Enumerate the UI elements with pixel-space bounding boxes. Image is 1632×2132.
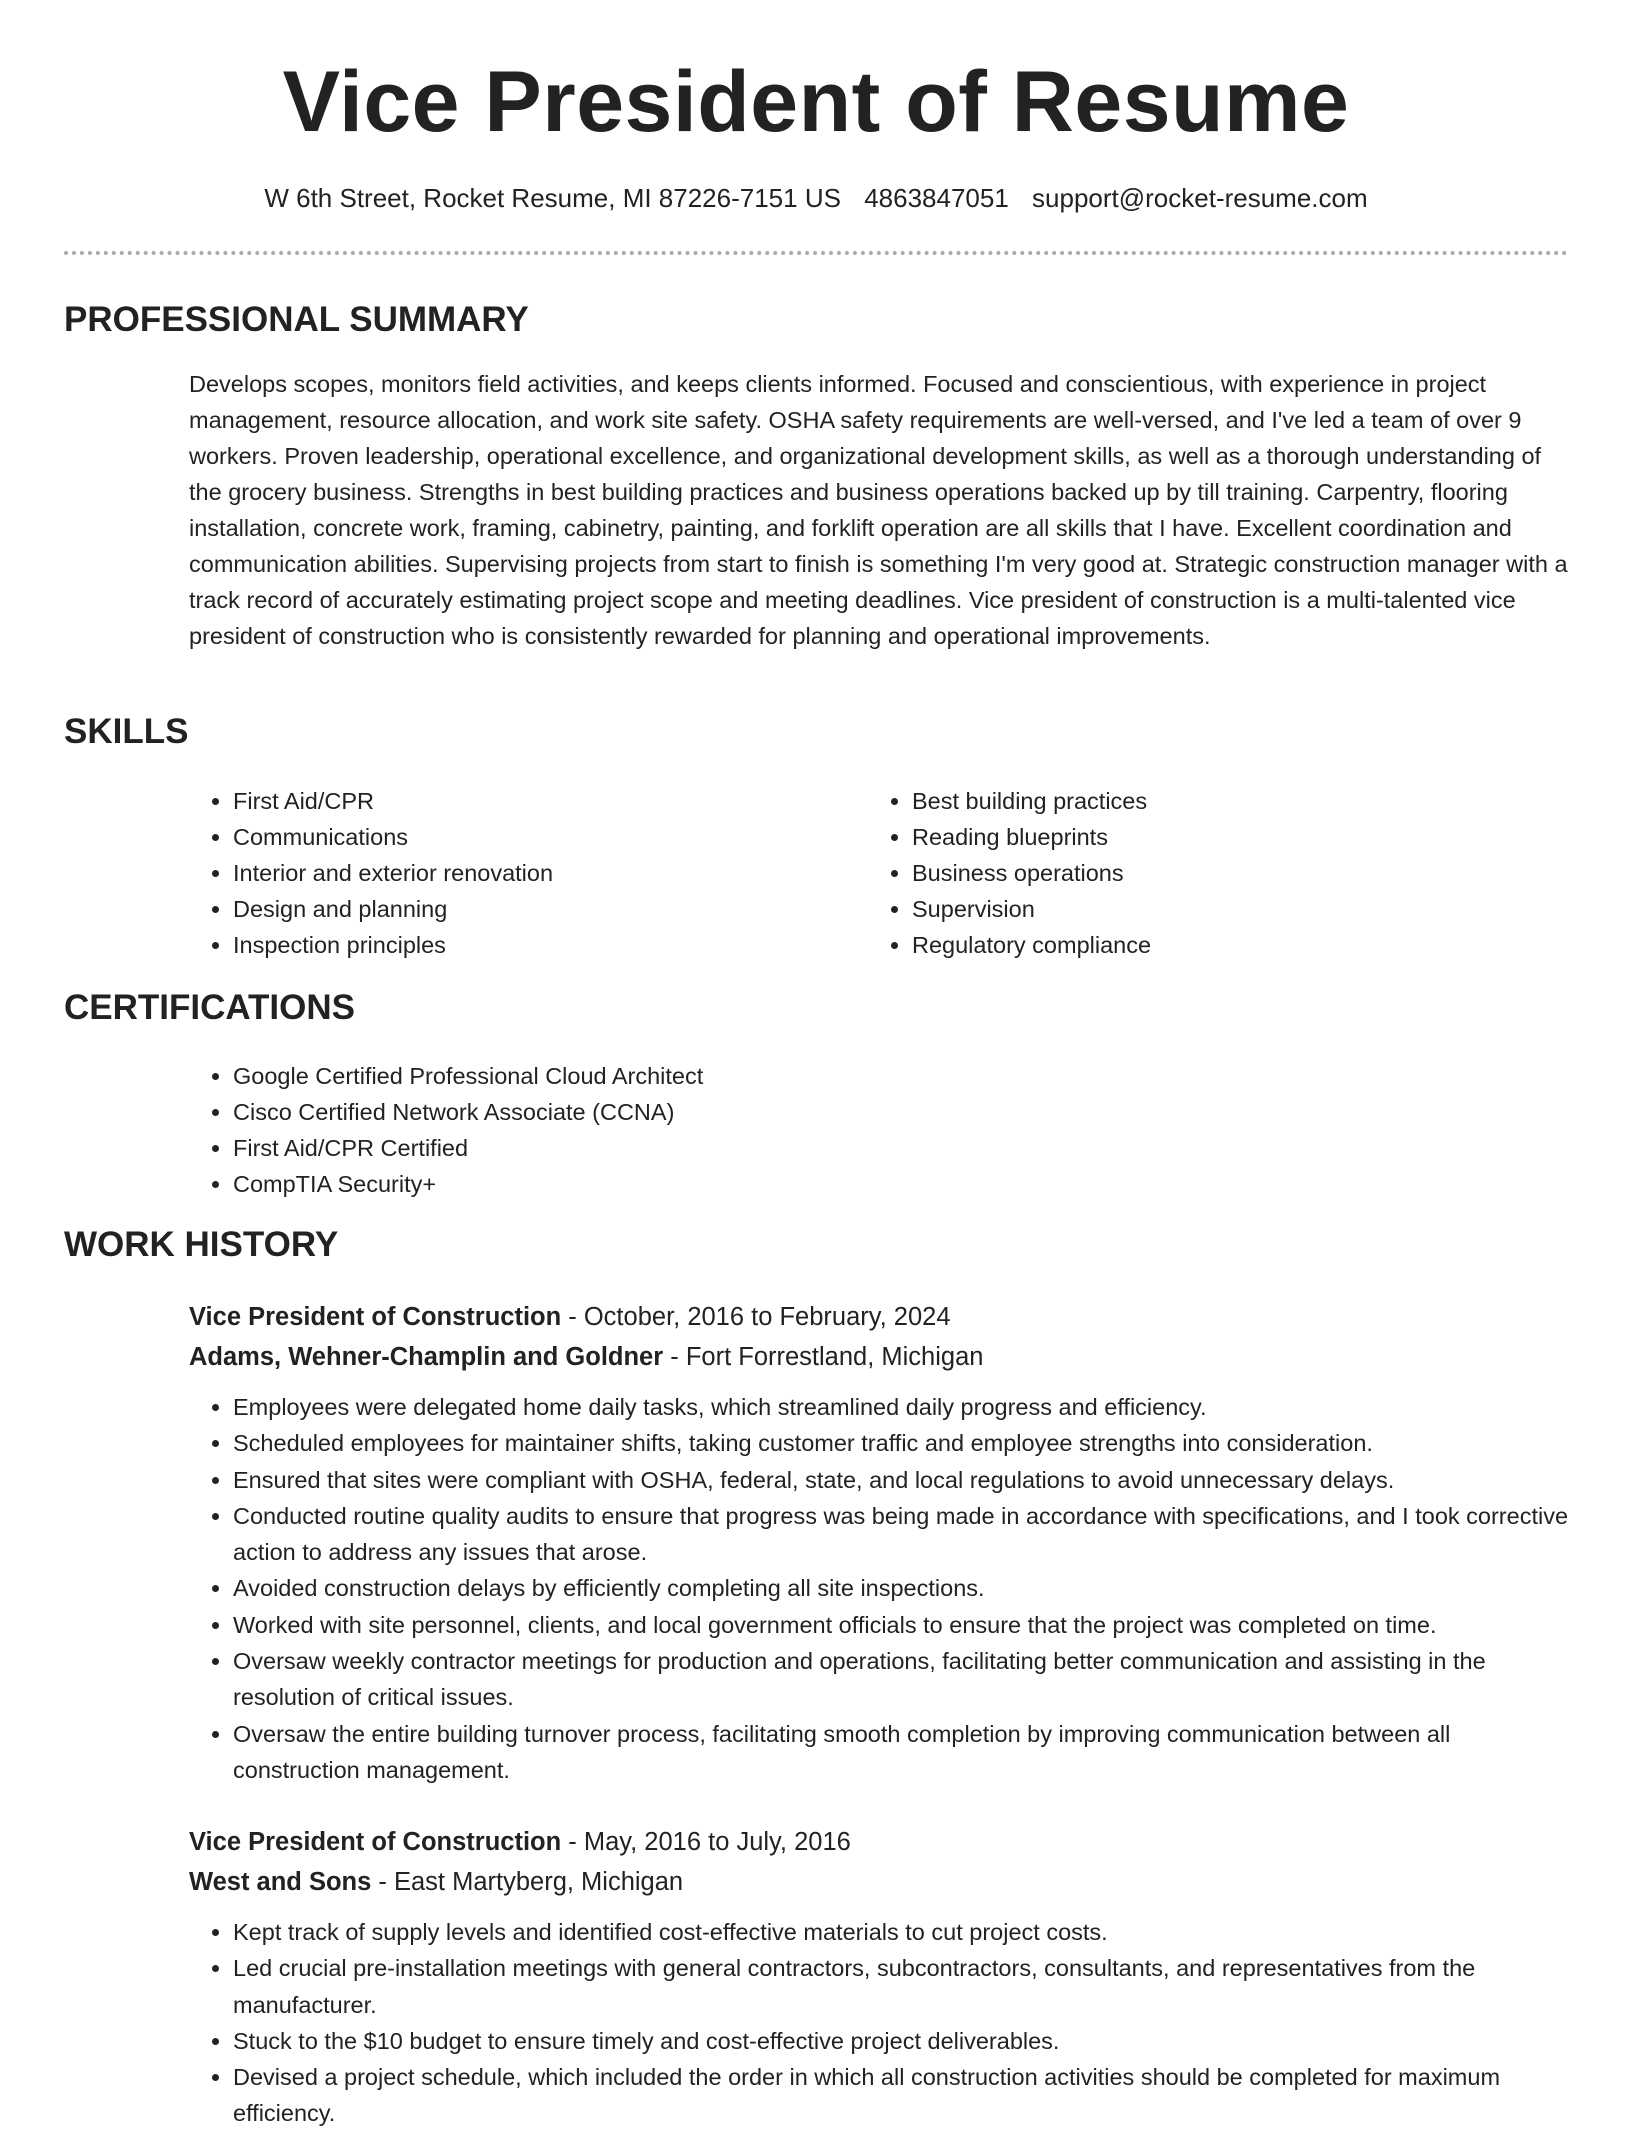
job-entry bbox=[189, 1297, 1571, 1788]
section-title-skills: SKILLS bbox=[64, 712, 189, 751]
skills-list-left bbox=[189, 783, 829, 963]
skill-item: • Supervision bbox=[912, 891, 1508, 927]
job-bullet: • Conducted routine quality audits to ensure that progress was being made in accordance with specifications, and I took corrective action to address any issues that arose. bbox=[233, 1498, 1571, 1571]
certification-item: • First Aid/CPR Certified bbox=[233, 1130, 1189, 1166]
job-bullet: • Stuck to the $10 budget to ensure timely and cost-effective project deliverables. bbox=[233, 2023, 1571, 2059]
certifications-list bbox=[189, 1058, 1189, 1202]
job-bullets bbox=[189, 1914, 1571, 2132]
job-bullet: • Worked with site personnel, clients, and local government officials to ensure that the project was completed on time. bbox=[233, 1607, 1571, 1643]
skills-list-right bbox=[868, 783, 1508, 963]
job-bullet: • Devised a project schedule, which included the order in which all construction activities should be completed for maximum efficiency. bbox=[233, 2059, 1571, 2132]
certification-item: • CompTIA Security+ bbox=[233, 1166, 1189, 1202]
job-bullet: • Led crucial pre-installation meetings with general contractors, subcontractors, consultants, and representatives from the manufacturer. bbox=[233, 1950, 1571, 2023]
candidate-name: Vice President of Resume bbox=[282, 54, 1350, 150]
section-title-work-history: WORK HISTORY bbox=[64, 1225, 339, 1264]
job-role: Vice President of Construction bbox=[189, 1828, 562, 1856]
job-company: Adams, Wehner-Champlin and Goldner bbox=[189, 1343, 664, 1371]
job-bullets bbox=[189, 1389, 1571, 1788]
job-role: Vice President of Construction bbox=[189, 1303, 562, 1331]
certification-item: • Google Certified Professional Cloud Architect bbox=[233, 1058, 1189, 1094]
skill-item: • Design and planning bbox=[233, 891, 829, 927]
contact-email: support@rocket-resume.com bbox=[1032, 183, 1368, 213]
job-dates: - May, 2016 to July, 2016 bbox=[561, 1828, 851, 1856]
certification-item: • Cisco Certified Network Associate (CCNA) bbox=[233, 1094, 1189, 1130]
section-title-certifications: CERTIFICATIONS bbox=[64, 988, 356, 1027]
job-bullet: • Ensured that sites were compliant with OSHA, federal, state, and local regulations to avoid unnecessary delays. bbox=[233, 1462, 1571, 1498]
job-bullet: • Scheduled employees for maintainer shifts, taking customer traffic and employee strengths into consideration. bbox=[233, 1425, 1571, 1461]
job-dates: - October, 2016 to February, 2024 bbox=[561, 1303, 951, 1331]
job-bullet: • Avoided construction delays by efficiently completing all site inspections. bbox=[233, 1570, 1571, 1606]
section-title-summary: PROFESSIONAL SUMMARY bbox=[64, 300, 529, 339]
skill-item: • Communications bbox=[233, 819, 829, 855]
header-divider bbox=[64, 251, 1568, 255]
skill-item: • Interior and exterior renovation bbox=[233, 855, 829, 891]
contact-address: W 6th Street, Rocket Resume, MI 87226-7151 US bbox=[264, 183, 841, 213]
summary-text: Develops scopes, monitors field activities, and keeps clients informed. Focused and conscientious, with experience in project management, resource allocation, and work site safety. OSHA safety requirements are well-versed, and I've led a team of over 9 workers. Proven leadership, operational excellence, and organizational development skills, as well as a thorough understanding of the grocery business. Strengths in best building practices and business operations backed up by till training. Carpentry, flooring installation, concrete work, framing, cabinetry, painting, and forklift operation are all skills that I have. Excellent coordination and communication abilities. Supervising projects from start to finish is something I'm very good at. Strategic construction manager with a track record of accurately estimating project scope and meeting deadlines. Vice president of construction is a multi-talented vice president of construction who is consistently rewarded for planning and operational improvements. bbox=[189, 371, 1568, 649]
contact-phone: 4863847051 bbox=[864, 183, 1009, 213]
skill-item: • Reading blueprints bbox=[912, 819, 1508, 855]
job-title-line bbox=[189, 1297, 1571, 1337]
job-location: - East Martyberg, Michigan bbox=[371, 1868, 684, 1896]
skill-item: • Business operations bbox=[912, 855, 1508, 891]
skills-column-right bbox=[868, 783, 1508, 963]
job-title-line bbox=[189, 1822, 1571, 1862]
job-company: West and Sons bbox=[189, 1868, 372, 1896]
job-location: - Fort Forrestland, Michigan bbox=[663, 1343, 984, 1371]
certifications-block bbox=[189, 1058, 1189, 1202]
job-bullet: • Oversaw weekly contractor meetings for production and operations, facilitating better communication and assisting in the resolution of critical issues. bbox=[233, 1643, 1571, 1716]
job-company-line bbox=[189, 1862, 1571, 1902]
skill-item: • Best building practices bbox=[912, 783, 1508, 819]
job-bullet: • Oversaw the entire building turnover process, facilitating smooth completion by improving communication between all construction management. bbox=[233, 1716, 1571, 1789]
skill-item: • First Aid/CPR bbox=[233, 783, 829, 819]
contact-line bbox=[0, 180, 1632, 216]
job-entry bbox=[189, 1822, 1571, 2132]
skill-item: • Regulatory compliance bbox=[912, 927, 1508, 963]
job-bullet: • Kept track of supply levels and identified cost-effective materials to cut project costs. bbox=[233, 1914, 1571, 1950]
job-company-line bbox=[189, 1337, 1571, 1377]
skill-item: • Inspection principles bbox=[233, 927, 829, 963]
job-bullet: • Employees were delegated home daily tasks, which streamlined daily progress and efficiency. bbox=[233, 1389, 1571, 1425]
skills-column-left bbox=[189, 783, 829, 963]
